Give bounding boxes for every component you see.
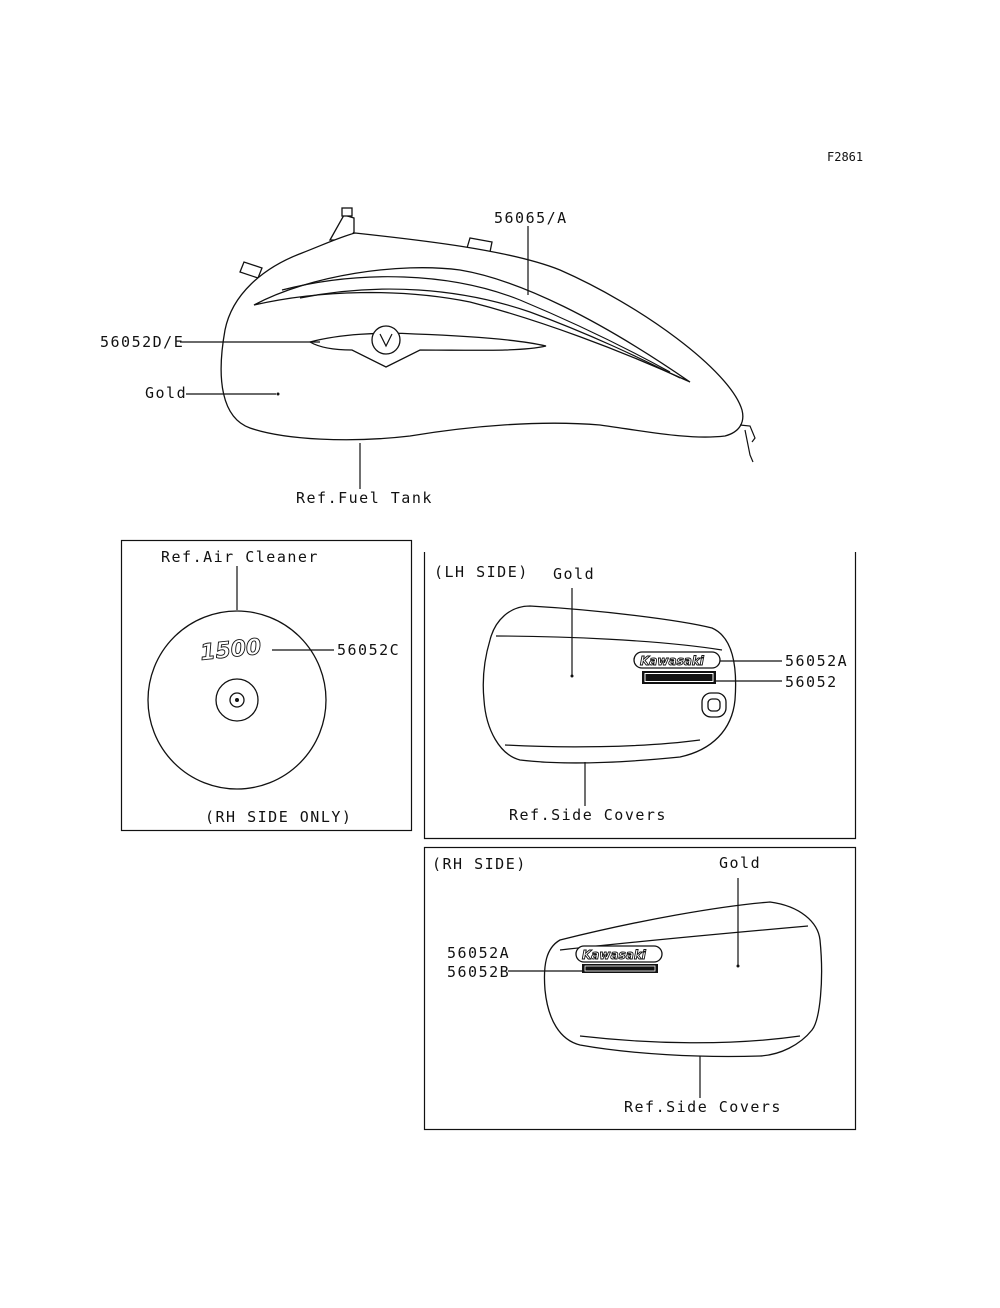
lh-part-a-label: 56052A (785, 652, 849, 670)
air-cleaner-reference-label: Ref.Air Cleaner (161, 548, 319, 566)
air-cleaner-bolt-center (235, 698, 239, 702)
rh-gold-label: Gold (719, 854, 762, 872)
tank-gold-label: Gold (145, 384, 188, 402)
rh-part-b-label: 56052B (447, 963, 511, 981)
air-cleaner-illustration (148, 566, 334, 789)
lh-part-b-label: 56052 (785, 673, 838, 691)
figure-id: F2861 (827, 150, 864, 164)
lh-side-cover-body (483, 606, 735, 763)
lh-gold-label: Gold (553, 565, 596, 583)
tank-rear-bracket-icon (740, 425, 755, 462)
air-cleaner-note: (RH SIDE ONLY) (205, 808, 353, 826)
tank-gold-point (277, 393, 280, 396)
lh-model-badge (642, 671, 716, 684)
tank-emblem-part-label: 56052D/E (100, 333, 185, 351)
rh-reference-label: Ref.Side Covers (624, 1098, 782, 1116)
air-cleaner-1500-decal: 1500 (199, 634, 263, 666)
air-cleaner-decal-part-label: 56052C (337, 641, 401, 659)
rh-side-cover-body (544, 902, 821, 1057)
lh-side-label: (LH SIDE) (434, 563, 529, 581)
rh-side-cover-illustration (508, 878, 822, 1098)
lh-reference-label: Ref.Side Covers (509, 806, 667, 824)
rh-fuel-injection-badge (582, 964, 658, 973)
rh-side-label: (RH SIDE) (432, 855, 527, 873)
tank-mount-tab-front-icon (240, 262, 262, 278)
rh-part-a-label: 56052A (447, 944, 511, 962)
fuel-tank-illustration (180, 208, 755, 489)
lh-cover-grommet-inner (708, 699, 720, 711)
filler-cap-top-icon (342, 208, 352, 216)
lh-kawasaki-logo-text: Kawasaki (640, 654, 704, 668)
tank-emblem-circle-icon (372, 326, 400, 354)
lh-side-cover-illustration (483, 588, 782, 806)
tank-reference-label: Ref.Fuel Tank (296, 489, 433, 507)
rh-gold-point (737, 965, 740, 968)
tank-stripe-part-label: 56065/A (494, 209, 568, 227)
rh-kawasaki-logo-text: Kawasaki (582, 948, 646, 962)
fuel-tank-body (221, 233, 743, 440)
lh-gold-point (571, 675, 574, 678)
